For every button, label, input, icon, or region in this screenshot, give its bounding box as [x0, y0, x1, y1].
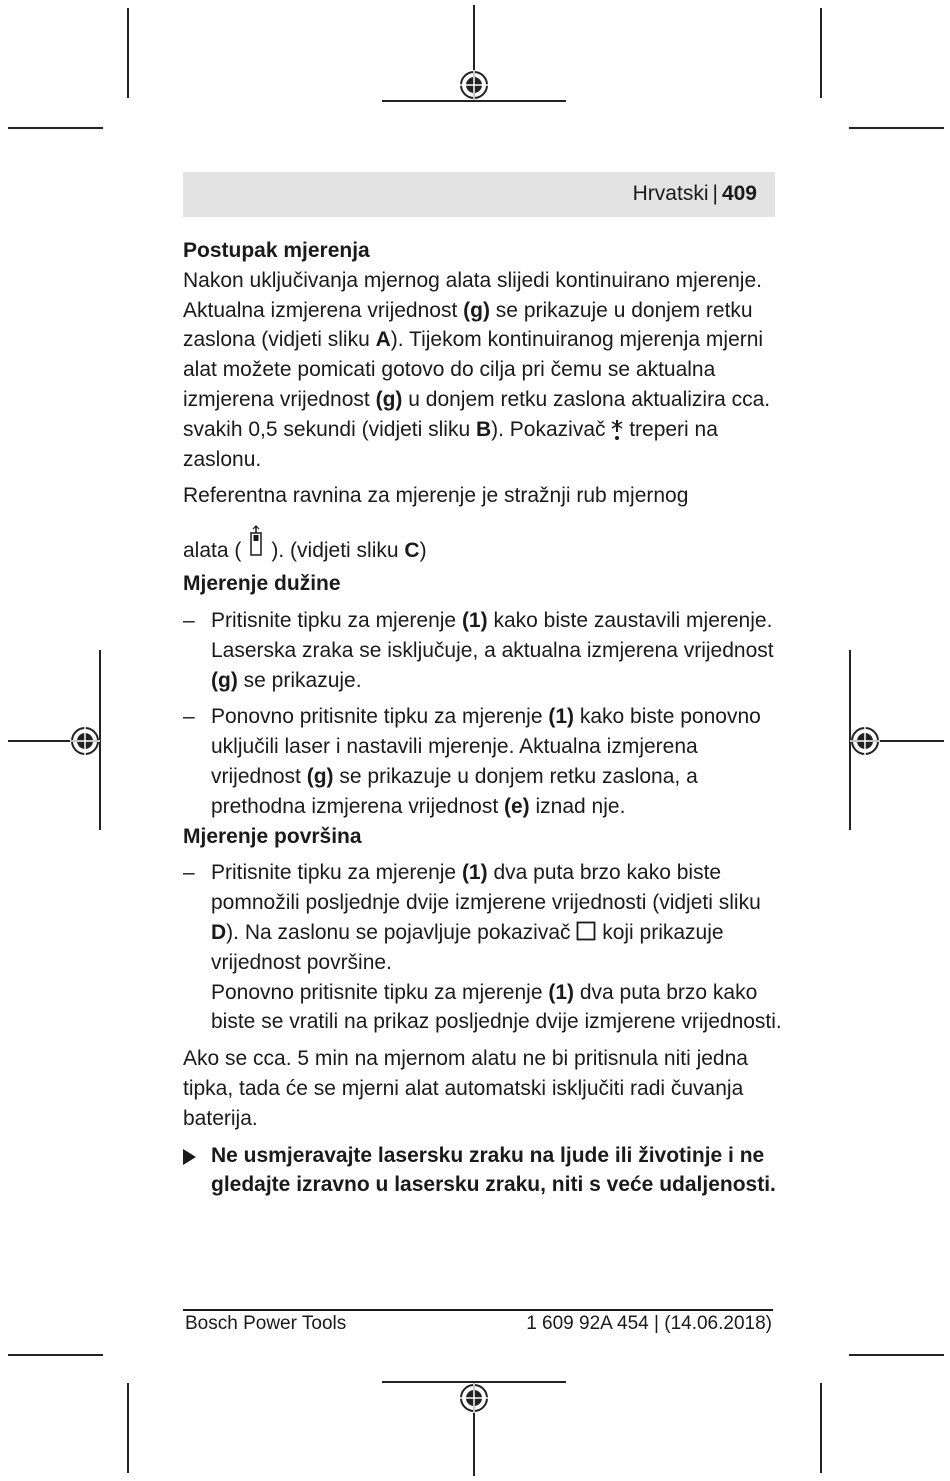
registration-mark-icon	[459, 70, 489, 100]
crop-mark	[820, 8, 822, 98]
crop-mark	[8, 127, 103, 129]
page-content	[183, 236, 783, 1200]
paragraph-measuring-procedure: Nakon uključivanja mjernog alata slijedi kontinuirano mjerenje. Aktualna izmjerena vrijednost (g) se prikazuje u donjem retku zaslona (vidjeti sliku A). Tijekom kontinuiranog mjerenja mjerni alat možete pomicati gotovo do cilja pri čemu se aktualna izmjerena vrijednost (g) u donjem retku zaslona aktualizira cca. svakih 0,5 sekundi (vidjeti sliku B). Pokazivač treperi na zaslonu.	[183, 268, 771, 471]
crop-mark	[849, 1354, 944, 1356]
warning-triangle-icon	[183, 1149, 196, 1165]
section-title-povrsina: Mjerenje površina	[183, 824, 362, 848]
page-header	[183, 172, 775, 217]
header-text: Hrvatski | 409	[632, 182, 757, 205]
registration-mark-icon	[70, 726, 100, 756]
footer-rule	[183, 1309, 773, 1311]
footer-brand: Bosch Power Tools	[185, 1313, 347, 1334]
laser-indicator-icon	[611, 418, 623, 442]
registration-mark-icon	[459, 1383, 489, 1413]
crop-mark	[382, 100, 566, 102]
paragraph-auto-off: Ako se cca. 5 min na mjernom alatu ne bi pritisnula niti jedna tipka, tada će se mjerni alat automatski isključiti radi čuvanja baterija.	[183, 1047, 748, 1130]
crop-mark	[127, 1383, 129, 1473]
crop-mark	[849, 127, 944, 129]
reference-rear-edge-icon	[241, 525, 271, 559]
crop-mark	[820, 1383, 822, 1473]
section-title-postupak: Postupak mjerenja	[183, 239, 370, 262]
paragraph-reference-plane-cont: alata ( ). (vidjeti sliku C)	[183, 525, 783, 569]
crop-mark	[8, 1354, 103, 1356]
registration-mark-icon	[850, 726, 880, 756]
paragraph-reference-plane: Referentna ravnina za mjerenje je stražnji rub mjernog	[183, 484, 689, 508]
section-title-duzina: Mjerenje dužine	[183, 572, 341, 596]
header-language: Hrvatski	[632, 182, 709, 205]
list-item: – Ponovno pritisnite tipku za mjerenje (1) kako biste ponovno uključili laser i nastavili mjerenje. Aktualna izmjerena vrijednost (g) se prikazuje u donjem retku zaslona, a prethodna izmjerena vrijednost (e) iznad nje.	[183, 705, 761, 818]
safety-warning: Ne usmjeravajte lasersku zraku na ljude ili životinje i ne gledajte izravno u lasersku zraku, niti s veće udaljenosti.	[183, 1141, 783, 1201]
page-number: 409	[721, 182, 757, 205]
list-item: – Pritisnite tipku za mjerenje (1) kako biste zaustavili mjerenje. Laserska zraka se isključuje, a aktualna izmjerena vrijednost (g) se prikazuje.	[183, 608, 774, 692]
list-item: – Pritisnite tipku za mjerenje (1) dva puta brzo kako biste pomnožili posljednje dvije izmjerene vrijednosti (vidjeti sliku D). Na zaslonu se pojavljuje pokazivač koji prikazuje vrijednost površine. Ponovno pritisnite tipku za mjerenje (1) dva puta brzo kako biste se vratili na prikaz posljednje dvije izmjerene vrijednosti.	[183, 861, 782, 1034]
footer-doc-id: 1 609 92A 454 | (14.06.2018)	[526, 1313, 772, 1334]
crop-mark	[127, 8, 129, 98]
area-indicator-icon	[576, 921, 596, 941]
